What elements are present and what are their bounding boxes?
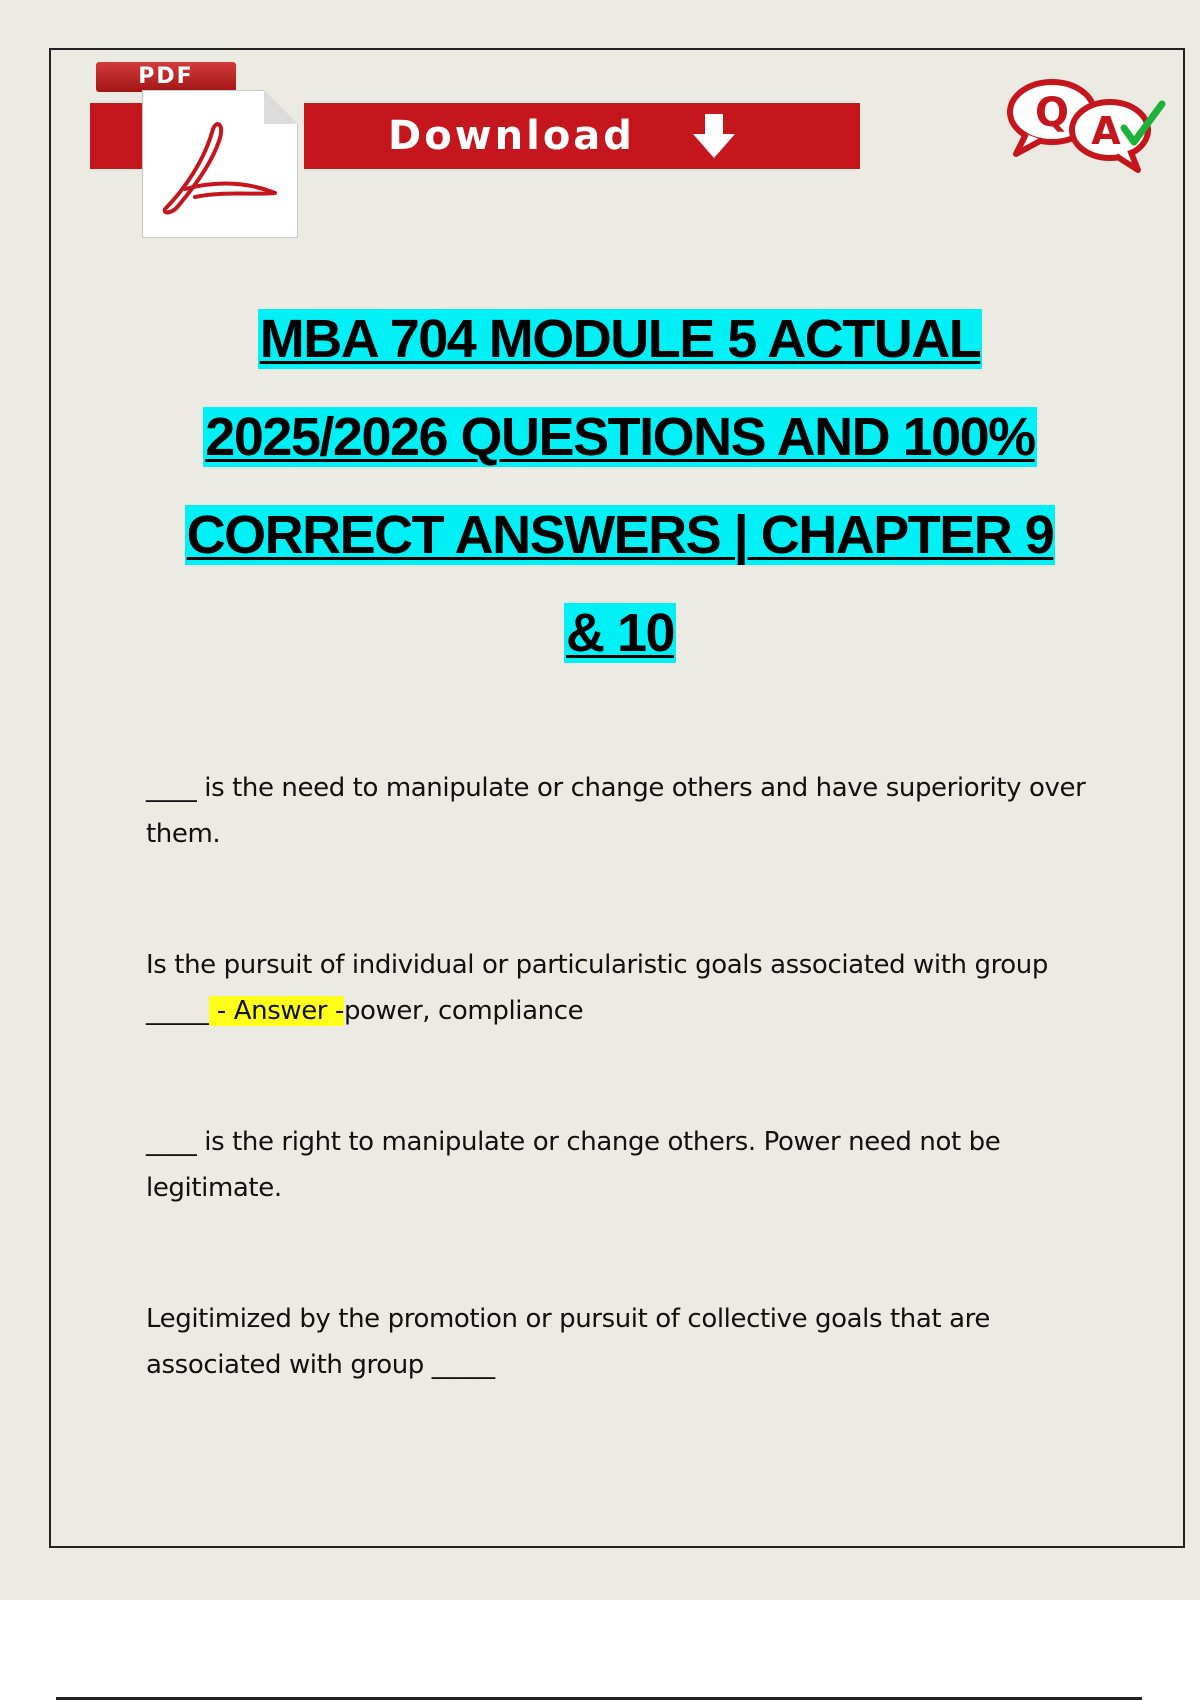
question-text: ____ is the right to manipulate or change others. Power need not be legitimate. (146, 1127, 1001, 1203)
download-arrow-icon (691, 112, 737, 160)
document-title (95, 290, 1145, 682)
question-4 (146, 1296, 1106, 1388)
question-text: ____ is the need to manipulate or change others and have superiority over them. (146, 773, 1086, 849)
pdf-download-banner[interactable] (90, 60, 860, 180)
acrobat-icon (155, 119, 285, 219)
logo-a: A (1091, 109, 1121, 153)
pdf-badge: PDF (96, 62, 236, 92)
logo-q: Q (1034, 90, 1070, 136)
download-button[interactable] (304, 103, 860, 169)
download-label: Download (388, 113, 635, 159)
answer-marker: - Answer - (209, 996, 344, 1026)
question-3 (146, 1119, 1106, 1211)
title-line: 2025/2026 QUESTIONS AND 100% (205, 407, 1035, 467)
question-1 (146, 765, 1106, 857)
title-line: CORRECT ANSWERS | CHAPTER 9 (186, 505, 1054, 565)
title-line: & 10 (565, 603, 675, 663)
title-line: MBA 704 MODULE 5 ACTUAL (259, 309, 981, 369)
banner-left-block (90, 103, 146, 169)
question-2 (146, 942, 1106, 1034)
question-text: Is the pursuit of individual or particularistic goals associated with group _____ (146, 950, 1048, 1026)
pdf-document-icon (142, 90, 298, 238)
question-text: Legitimized by the promotion or pursuit of collective goals that are associated with group _____ (146, 1304, 990, 1380)
qa-logo-icon (1006, 78, 1166, 178)
answer-text: power, compliance (343, 996, 584, 1026)
